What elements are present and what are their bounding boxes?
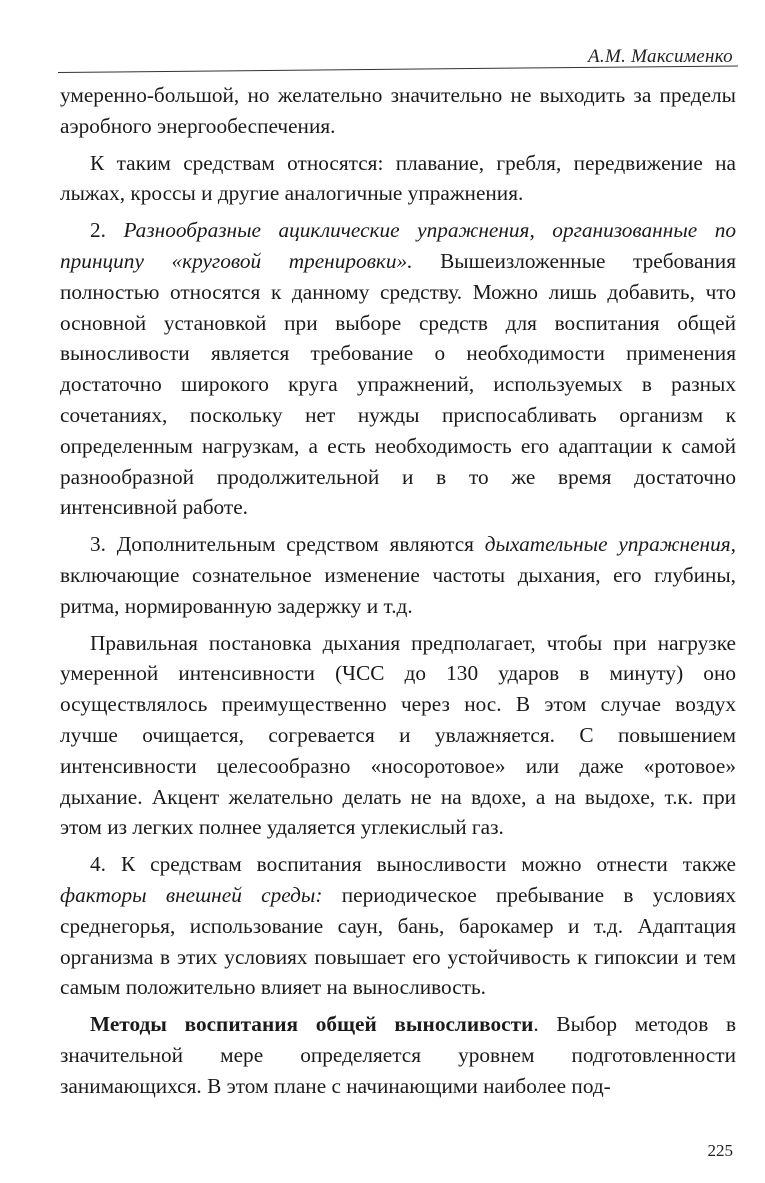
paragraph-text: 3. Дополнительным средством являются bbox=[90, 532, 485, 557]
item-term-italic: факторы внешней среды: bbox=[60, 882, 323, 907]
running-head-author: А.М. Максименко bbox=[588, 46, 733, 67]
paragraph-text: 4. К средствам воспитания выносливости можно отнести также bbox=[90, 852, 736, 877]
page-number: 225 bbox=[707, 1141, 733, 1160]
body-text bbox=[60, 80, 736, 1108]
header-rule bbox=[58, 65, 738, 73]
paragraph-item-2 bbox=[60, 215, 736, 523]
paragraph-continuation bbox=[60, 80, 736, 142]
section-heading-bold: Методы воспитания общей выносливости bbox=[90, 1012, 534, 1037]
paragraph-text: включающие сознательное изменение частоты дыхания, его глубины, ритма, нормированную задержку и т.д. bbox=[60, 562, 736, 618]
paragraph-text: К таким средствам относятся: плавание, гребля, передвижение на лыжах, кроссы и другие аналогичные упражнения. bbox=[60, 150, 736, 206]
paragraph-item-4 bbox=[60, 849, 736, 1003]
paragraph-text: . Выбор методов в значительной мере определяется уровнем подготовленности занимающихся. В этом плане с начинающими наиболее под- bbox=[60, 1012, 737, 1098]
paragraph-swimming-list bbox=[60, 148, 736, 210]
paragraph-text: Вышеизложенные требования полностью относятся к данному средству. Можно лишь добавить, что основной установкой при выборе средств для воспитания общей выносливости является требование о необходимости применения достаточно широкого круга упражнений, используемых в разных сочетаниях, поскольку нет нужды приспосабливать организм к определенным нагрузкам, а есть необходимость его адаптации к самой разнообразной продолжительной и в то же время достаточно интенсивной работе. bbox=[60, 248, 737, 520]
item-number: 2. bbox=[90, 218, 124, 243]
paragraph-text: периодическое пребывание в условиях среднегорья, использование саун, бань, барокамер и т.д. Адаптация организма в этих условиях повышает его устойчивость к гипоксии и тем самым положительно влияет на выносливость. bbox=[60, 882, 736, 1000]
paragraph-breathing bbox=[60, 628, 736, 844]
item-title-italic: Разнообразные ациклические упражнения, организованные по принципу «круговой тренировки». bbox=[60, 218, 736, 273]
item-term-italic: дыхательные упражнения, bbox=[484, 532, 736, 557]
paragraph-methods bbox=[60, 1009, 736, 1101]
paragraph-item-3 bbox=[60, 529, 736, 621]
paragraph-text: Правильная постановка дыхания предполагает, чтобы при нагрузке умеренной интенсивности (ЧСС до 130 ударов в минуту) оно осуществлялось преимущественно через нос. В этом случае воздух лучше очищается, согревается и увлажняется. С повышением интенсивности целесообразно «носоротовое» или даже «ротовое» дыхание. Акцент желательно делать не на вдохе, а на выдохе, т.к. при этом из легких полнее удаляется углекислый газ. bbox=[60, 630, 736, 840]
paragraph-text: умеренно-большой, но желательно значительно не выходить за пределы аэробного энергообеспечения. bbox=[60, 83, 736, 138]
